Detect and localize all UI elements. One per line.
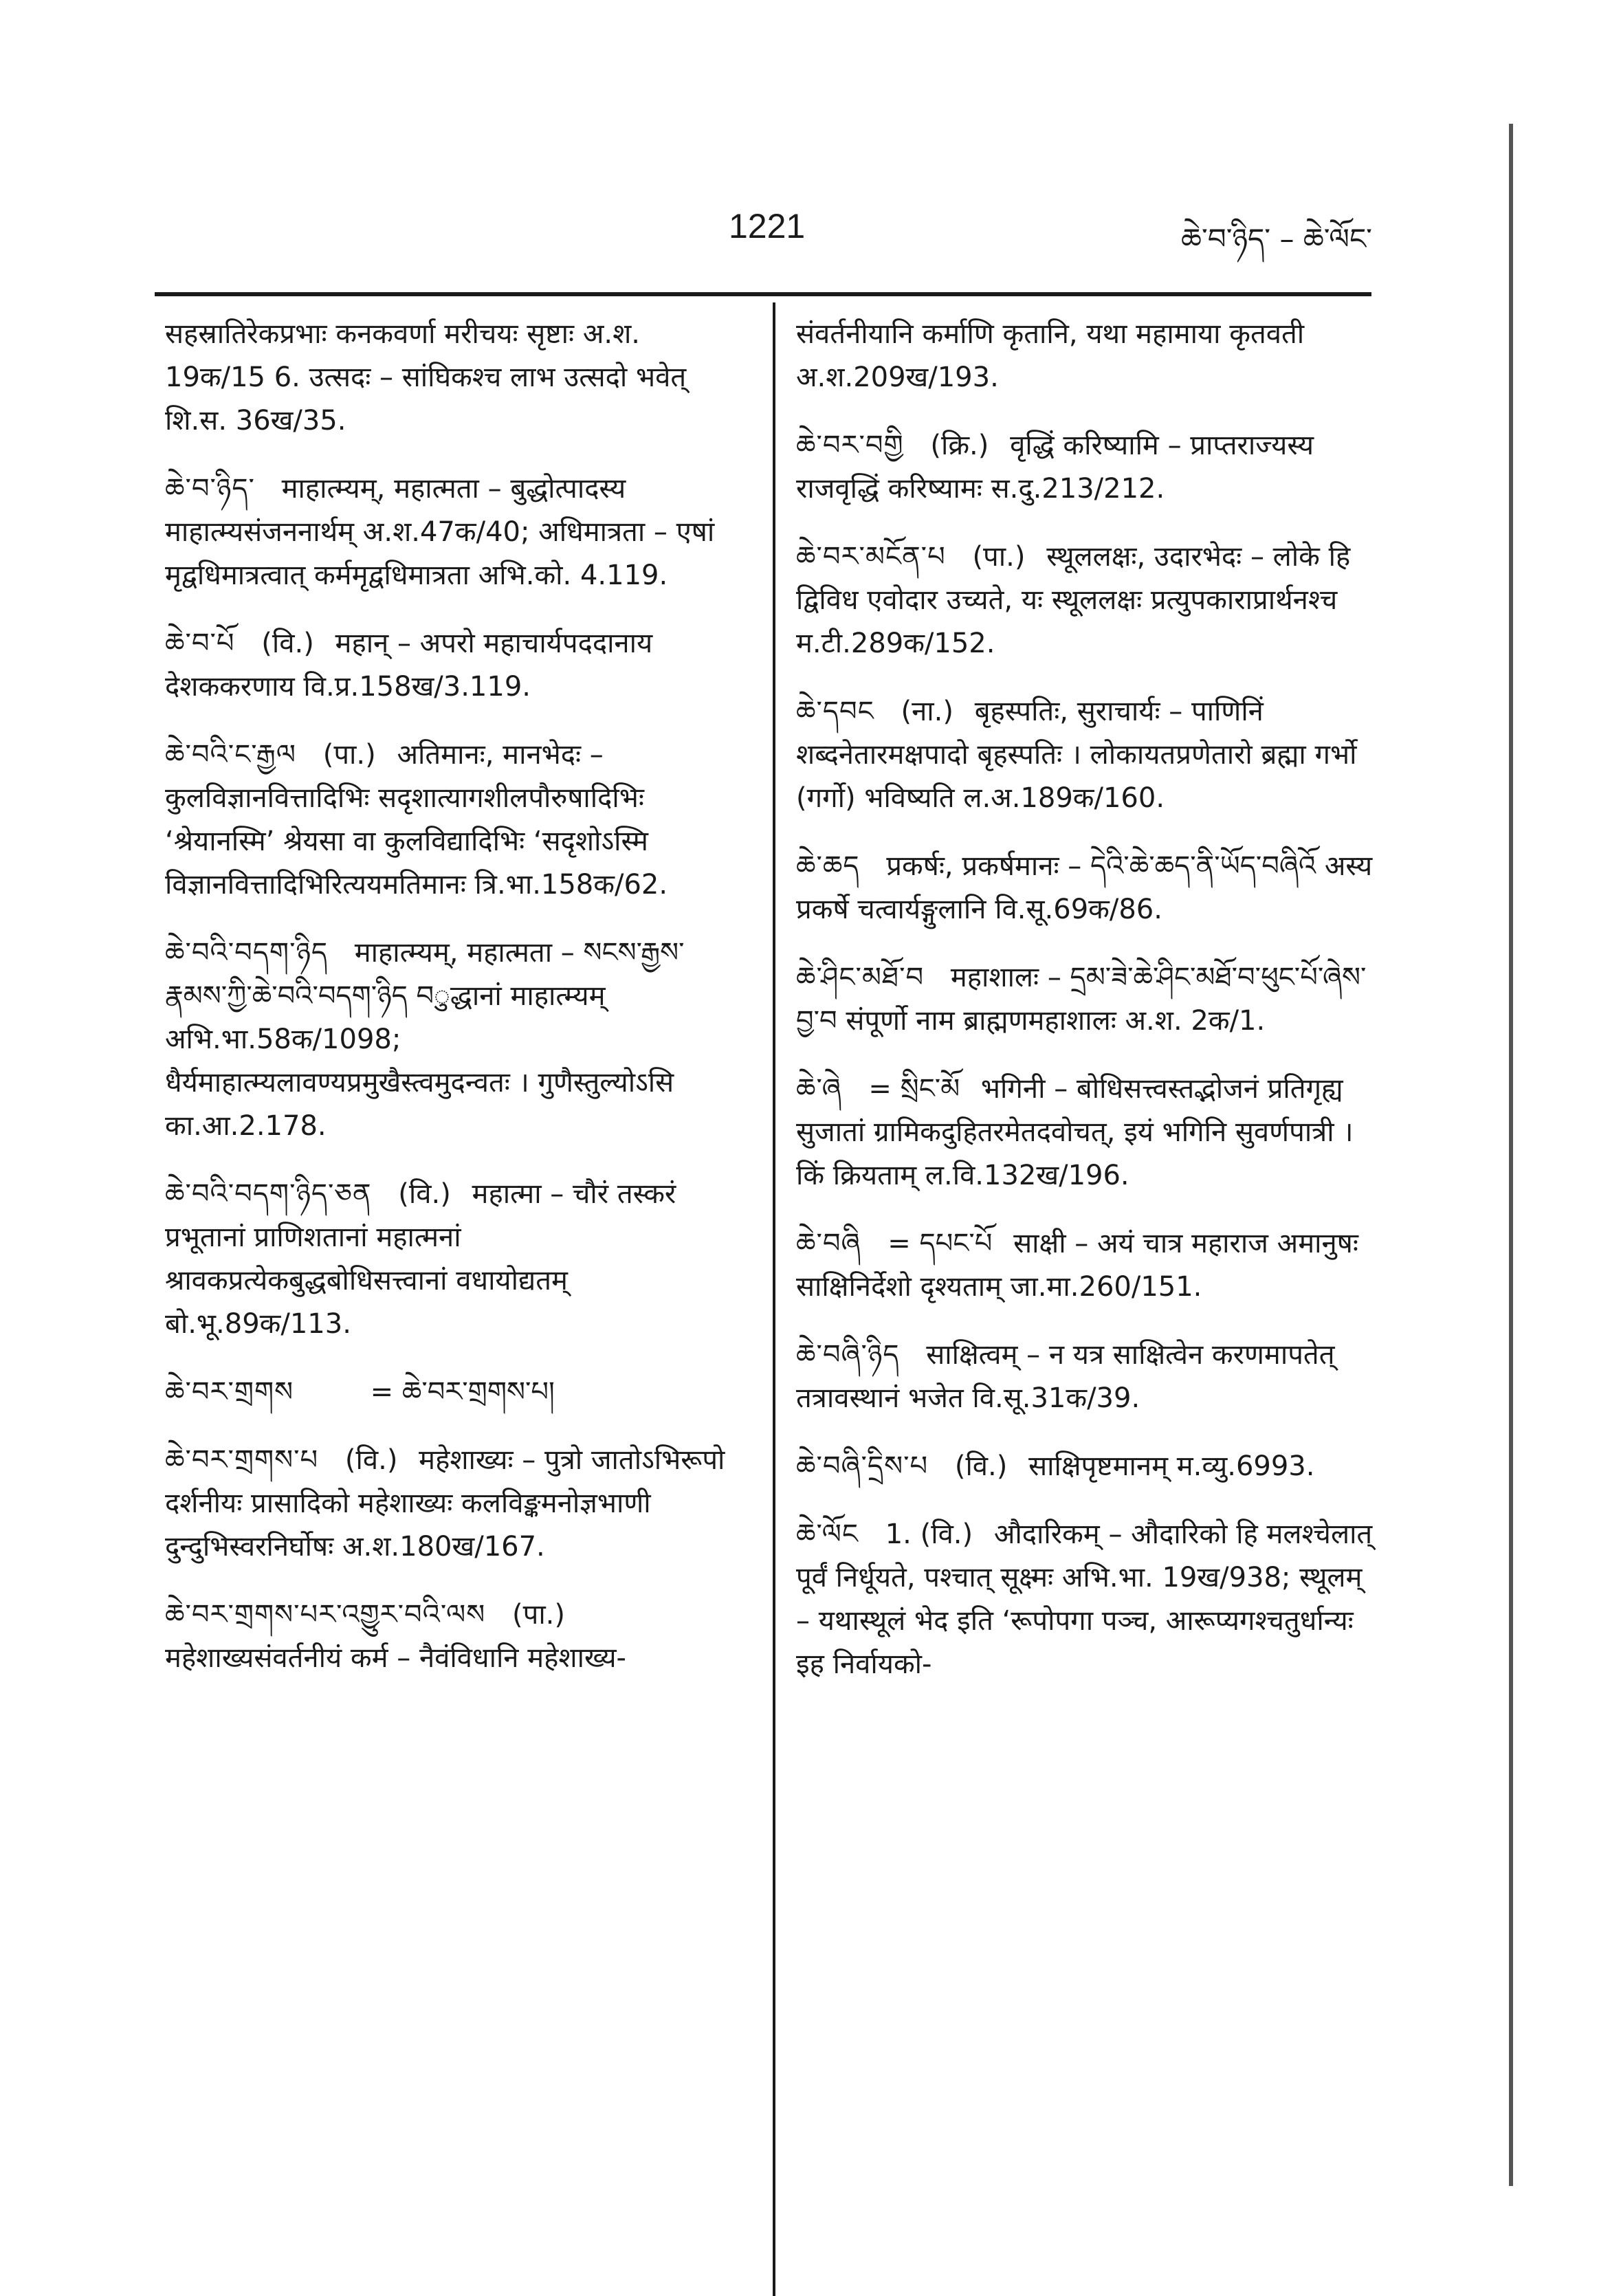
running-head: ཆེ་བ་ཉིད་ – ཆེ་ལོང་ xyxy=(1181,222,1372,256)
grammar-label: (वि.) xyxy=(261,628,314,659)
tibetan-headword: ཆེ་བཞི་དྲིས་པ xyxy=(796,1450,929,1482)
dictionary-entry xyxy=(165,622,742,709)
entry-definition: महेशाख्यः – पुत्रो जातोऽभिरूपो दर्शनीयः प्रासादिको महेशाख्यः कलविङ्कमनोज्ञभाणी दुन्दुभिस्वरनिर्घोषः अ.श.180ख/167. xyxy=(165,1444,725,1563)
entry-definition: बृहस्पतिः, सुराचार्यः – पाणिनिं शब्दनेतारमक्षपादो बृहस्पतिः । लोकायतप्रणेतारो ब्रह्मा गर्भो (गर्गो) भविष्यति ल.अ.189क/160. xyxy=(796,696,1357,814)
entry-definition: महाशालः – དྲམ་ཟེ་ཆེ་ཤིང་མཐོ་བ་ཕུང་པོ་ཞེས་བྱ་བ संपूर्णो नाम ब्राह्मणमहाशालः अ.श. 2क/1. xyxy=(796,962,1367,1037)
entry-definition: साक्षित्वम् – न यत्र साक्षित्वेन करणमापतेत् तत्रावस्थानं भजेत वि.सू.31क/39. xyxy=(796,1339,1335,1414)
tibetan-headword: ཆེ་བའི་བདག་ཉིད xyxy=(165,937,329,969)
tibetan-headword: ཆེ་བར་གྲགས་པ xyxy=(165,1444,319,1476)
tibetan-headword: ཆེ་ཆད xyxy=(796,850,860,882)
entry-definition: माहात्म्यम्, महात्मता – སངས་རྒྱས་རྣམས་ཀྱི་ཆེ་བའི་བདག་ཉིད བुद्धानां माहात्म्यम् अभि.भा.58क/1098; धैर्यमाहात्म्यलावण्यप्रमुखैस्त्वमुदन्वतः । गुणैस्तुल्योऽसि का.आ.2.178. xyxy=(165,937,685,1142)
cross-reference: = ཆེ་བར་གྲགས་པ། xyxy=(370,1376,555,1408)
entry-definition: वृद्धिं करिष्यामि – प्राप्तराज्यस्य राजवृद्धिं करिष्यामः स.दु.213/212. xyxy=(796,430,1314,505)
tibetan-headword: ཆེ་བར་མངོན་པ xyxy=(796,541,946,573)
dictionary-entry xyxy=(796,1334,1377,1420)
dictionary-entry xyxy=(165,733,742,907)
tibetan-headword: ཆེ་བར་གྲགས xyxy=(165,1376,294,1408)
grammar-label: (पा.) xyxy=(972,541,1026,573)
dictionary-entry xyxy=(165,467,742,597)
dictionary-entry xyxy=(796,424,1377,511)
right-column xyxy=(796,313,1377,1711)
entry-definition: साक्षिपृष्टमानम् म.व्यु.6993. xyxy=(1028,1450,1315,1482)
dictionary-entry xyxy=(796,1513,1377,1686)
tibetan-headword: ཆེ་དབང xyxy=(796,696,874,727)
header-rule xyxy=(155,292,1371,296)
dictionary-entry xyxy=(796,1445,1377,1488)
entry-definition: साक्षी – अयं चात्र महाराज अमानुषः साक्षिनिर्देशो दृश्यताम् जा.मा.260/151. xyxy=(796,1228,1358,1303)
entry-definition: स्थूललक्षः, उदारभेदः – लोके हि द्विविध एवोदार उच्यते, यः स्थूललक्षः प्रत्युपकाराप्रार्थनश्च म.टी.289क/152. xyxy=(796,541,1351,659)
dictionary-entry xyxy=(796,690,1377,820)
dictionary-entry: सहस्रातिरेकप्रभाः कनकवर्णा मरीचयः सृष्टाः अ.श. 19क/15 6. उत्सदः – सांघिकश्च लाभ उत्सदो भवेत् शि.स. 36ख/35. xyxy=(165,318,687,437)
tibetan-headword: ཆེ་བར་བགྱི xyxy=(796,430,904,461)
entry-definition: महान् – अपरो महाचार्यपददानाय देशककरणाय वि.प्र.158ख/3.119. xyxy=(165,628,653,703)
synonym-label: = དཔང་པོ xyxy=(887,1228,993,1259)
dictionary-entry xyxy=(165,1593,742,1680)
tibetan-headword: ཆེ་བ་ཉིད་ xyxy=(165,473,255,505)
synonym-label: = སྲིང་མོ xyxy=(868,1073,960,1105)
dictionary-entry: संवर्तनीयानि कर्माणि कृतानि, यथा महामाया कृतवती अ.श.209ख/193. xyxy=(796,318,1305,393)
tibetan-headword: ཆེ་བཞི་ཉིད xyxy=(796,1339,900,1371)
left-column xyxy=(165,313,742,1705)
entry-definition: माहात्म्यम्, महात्मता – बुद्धोत्पादस्य माहात्म्यसंजननार्थम् अ.श.47क/40; अधिमात्रता – एषां मृद्वधिमात्रत्वात् कर्ममृद्वधिमात्रता अभि.को. 4.119. xyxy=(165,473,715,591)
dictionary-entry xyxy=(796,845,1377,931)
entry-definition: अतिमानः, मानभेदः – कुलविज्ञानवित्तादिभिः सदृशात्यागशीलपौरुषादिभिः ‘श्रेयानस्मि’ श्रेयसा वा कुलविद्यादिभिः ‘सदृशोऽस्मि विज्ञानवित्तादिभिरित्ययमतिमानः त्रि.भा.158क/62. xyxy=(165,739,668,901)
tibetan-headword: ཆེ་ལོང xyxy=(796,1519,859,1550)
tibetan-headword: ཆེ་ཞེ xyxy=(796,1073,842,1105)
dictionary-entry xyxy=(796,1222,1377,1309)
dictionary-entry xyxy=(165,1173,742,1346)
grammar-label: (ना.) xyxy=(901,696,953,727)
entry-definition: महेशाख्यसंवर्तनीयं कर्म – नैवंविधानि महेशाख्य- xyxy=(165,1642,626,1674)
page-number: 1221 xyxy=(729,207,806,245)
entry-definition: महात्मा – चौरं तस्करं प्रभूतानां प्राणिशतानां महात्मनां श्रावकप्रत्येकबुद्धबोधिसत्त्वानां वधायोद्यतम् बो.भू.89क/113. xyxy=(165,1178,676,1340)
dictionary-entry xyxy=(796,1068,1377,1197)
grammar-label: (पा.) xyxy=(512,1599,566,1631)
tibetan-headword: ཆེ་བཞི xyxy=(796,1228,861,1259)
grammar-label: (वि.) xyxy=(954,1450,1008,1482)
grammar-label: (वि.) xyxy=(344,1444,398,1476)
tibetan-headword: ཆེ་བ་པོ xyxy=(165,628,235,659)
grammar-label: (क्रि.) xyxy=(930,430,989,461)
tibetan-headword: ཆེ་ཤིང་མཐོ་བ xyxy=(796,962,925,993)
grammar-label: (पा.) xyxy=(322,739,376,771)
entry-definition: भगिनी – बोधिसत्त्वस्तद्भोजनं प्रतिगृह्य सुजातां ग्रामिकदुहितरमेतदवोचत्, इयं भगिनि सुवर्णपात्री । किं क्रियताम् ल.वि.132ख/196. xyxy=(796,1073,1354,1191)
column-divider xyxy=(773,302,775,2296)
dictionary-entry xyxy=(165,931,742,1148)
dictionary-entry xyxy=(165,1371,742,1414)
entry-definition: प्रकर्षः, प्रकर्षमानः – དེའི་ཆེ་ཆད་ནི་ཡོད་བཞིའོ अस्य प्रकर्षे चत्वार्यङ्गुलानि वि.सू.69क/86. xyxy=(796,850,1373,925)
grammar-label: (वि.) xyxy=(398,1178,451,1210)
dictionary-entry xyxy=(796,956,1377,1043)
page-edge-line xyxy=(1509,124,1513,2186)
dictionary-entry xyxy=(796,536,1377,665)
entry-definition: औदारिकम् – औदारिको हि मलश्चेलात् पूर्वं निर्धूयते, पश्चात् सूक्ष्मः अभि.भा. 19ख/938; स्थूलम् – यथास्थूलं भेद इति ‘रूपोपगा पञ्च, आरूप्यगश्चतुर्धान्यः इह निर्वायको- xyxy=(796,1519,1373,1680)
grammar-label: 1. (वि.) xyxy=(885,1519,973,1550)
tibetan-headword: ཆེ་བའི་ང་རྒྱལ xyxy=(165,739,296,771)
dictionary-entry xyxy=(165,1439,742,1569)
tibetan-headword: ཆེ་བར་གྲགས་པར་འགྱུར་བའི་ལས xyxy=(165,1599,486,1631)
tibetan-headword: ཆེ་བའི་བདག་ཉིད་ཅན xyxy=(165,1178,372,1210)
